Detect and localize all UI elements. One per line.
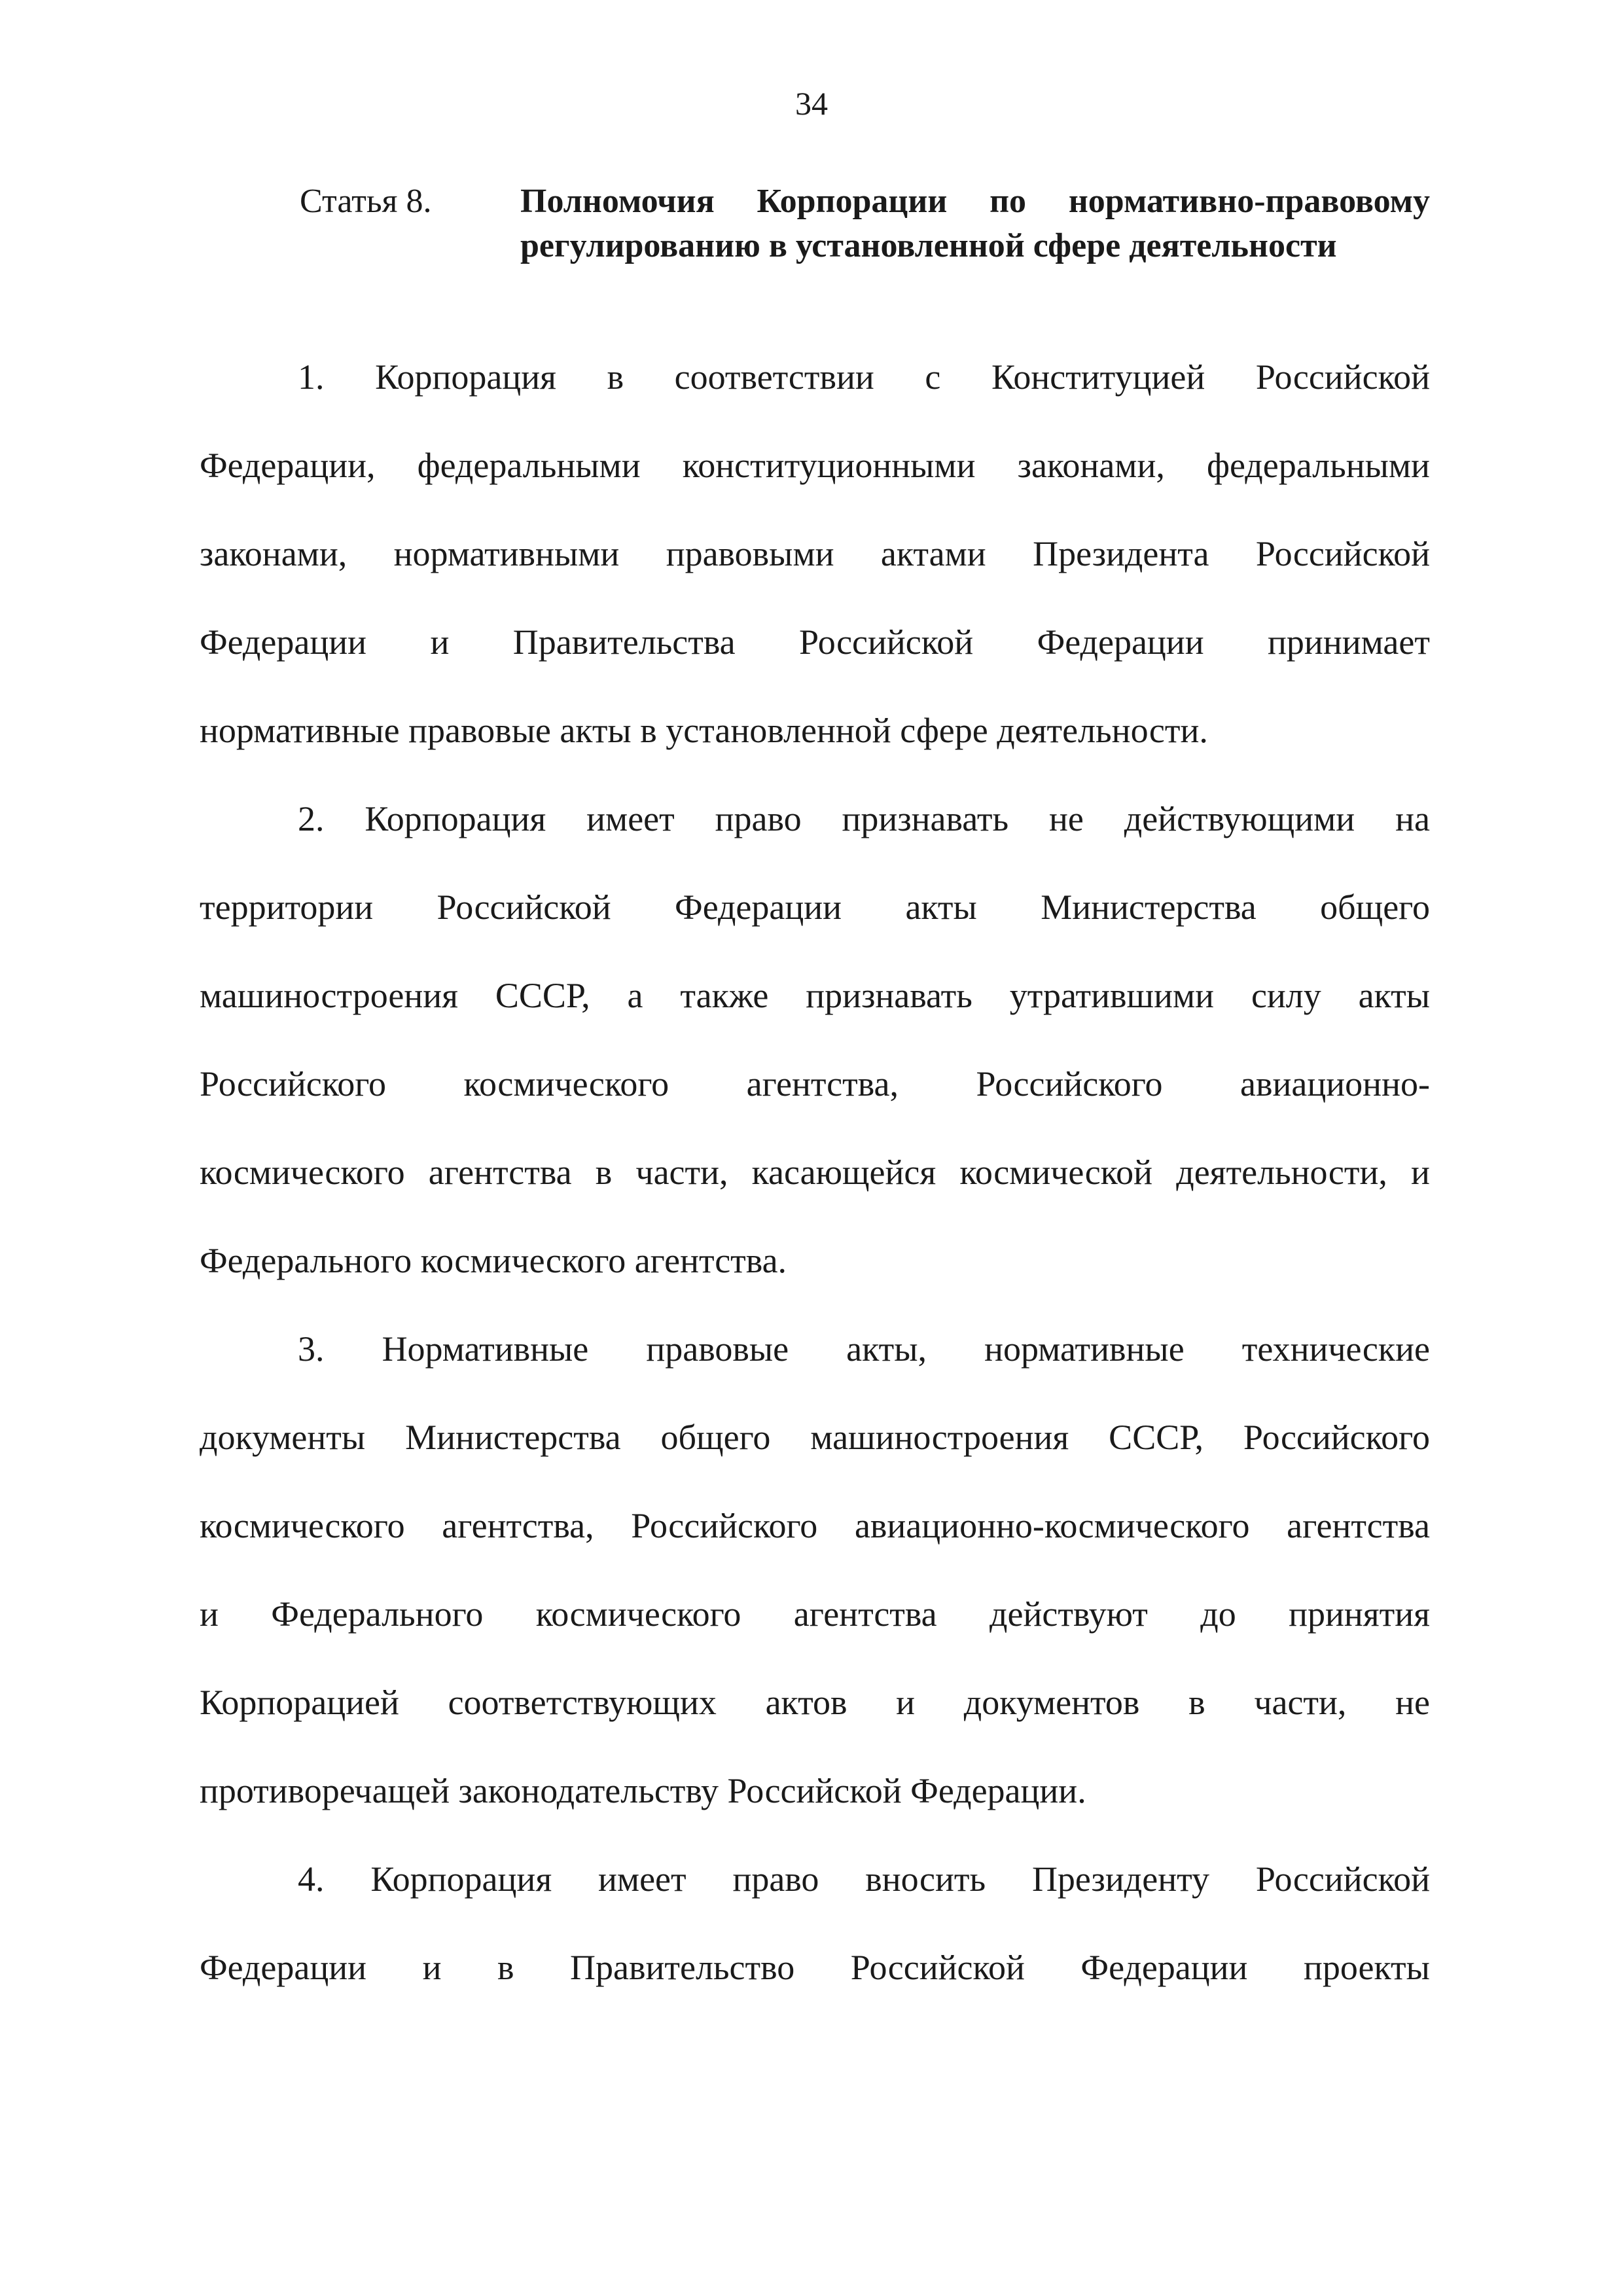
text-line: Федерации, федеральными конституционными законами, федеральными — [200, 446, 1430, 485]
text-line: нормативные правовые акты в установленной сфере деятельности. — [200, 711, 1208, 750]
text-line: Российского космического агентства, Российского авиационно- — [200, 1064, 1430, 1103]
article-label: Статья 8. — [300, 183, 432, 220]
text-line: 3. Нормативные правовые акты, нормативные технические — [298, 1329, 1430, 1369]
text-line: территории Российской Федерации акты Министерства общего — [200, 888, 1430, 927]
text-line: противоречащей законодательству Российской Федерации. — [200, 1771, 1086, 1810]
text-line: 4. Корпорация имеет право вносить Президенту Российской — [298, 1859, 1430, 1899]
page-number: 34 — [795, 85, 828, 122]
text-line: Корпорацией соответствующих актов и документов в части, не — [200, 1683, 1430, 1722]
text-line: космического агентства, Российского авиационно-космического агентства — [200, 1506, 1430, 1545]
text-line: документы Министерства общего машиностроения СССР, Российского — [200, 1418, 1430, 1457]
text-line: Федерации и в Правительство Российской Федерации проекты — [200, 1948, 1430, 1987]
text-line: 1. Корпорация в соответствии с Конституцией Российской — [298, 357, 1430, 397]
text-line: машиностроения СССР, а также признавать утратившими силу акты — [200, 976, 1430, 1015]
text-line: законами, нормативными правовыми актами Президента Российской — [200, 534, 1430, 573]
text-line: 2. Корпорация имеет право признавать не действующими на — [298, 799, 1430, 838]
text-line: космического агентства в части, касающейся космической деятельности, и — [200, 1153, 1430, 1192]
text-line: и Федерального космического агентства действуют до принятия — [200, 1594, 1430, 1634]
text-line: Федерального космического агентства. — [200, 1241, 787, 1280]
text-line: Федерации и Правительства Российской Федерации принимает — [200, 622, 1430, 662]
article-title: Полномочия Корпорации по нормативно-правовому регулированию в установленной сфере деятельности — [520, 183, 1430, 264]
